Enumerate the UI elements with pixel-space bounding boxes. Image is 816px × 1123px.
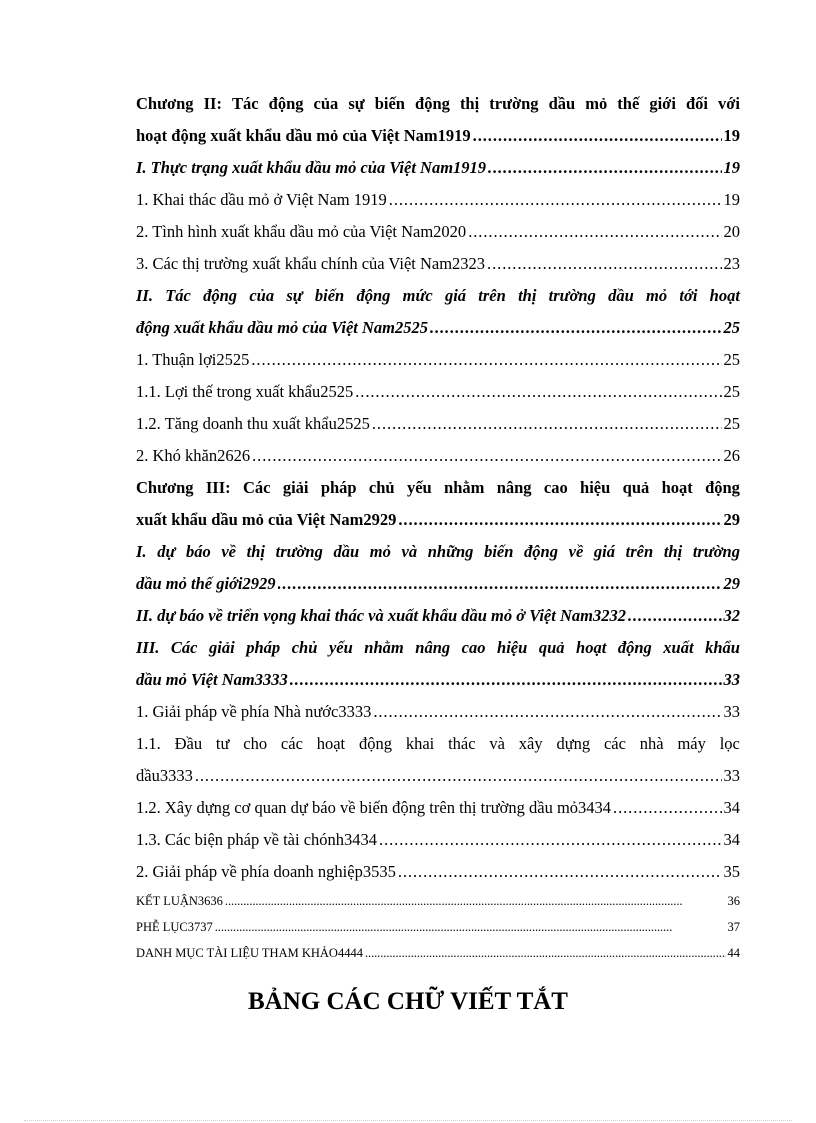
dot-leader: [430, 312, 721, 344]
toc-word: giá: [593, 542, 616, 561]
toc-word: và: [401, 542, 418, 561]
dot-leader: [355, 376, 721, 408]
toc-word: tới: [679, 286, 698, 305]
toc-page-number: 25: [723, 382, 740, 401]
toc-word: quả: [622, 478, 650, 497]
toc-word: nhằm: [444, 478, 485, 497]
toc-word: quả: [538, 638, 565, 657]
toc-entry-text: 1.3. Các biện pháp về tài chónh3434: [136, 830, 378, 849]
dot-leader: [389, 184, 722, 216]
toc-word: yếu: [406, 478, 432, 497]
toc-word: III:: [205, 478, 231, 497]
toc-word: chủ: [291, 638, 318, 657]
toc-item-3-3-1-2[interactable]: [136, 792, 740, 824]
toc-word: hiệu: [497, 638, 528, 657]
toc-entry-text: 1. Giải pháp về phía Nhà nước3333: [136, 702, 372, 721]
toc-word: sự: [286, 286, 303, 305]
toc-item-2-2-1[interactable]: [136, 344, 740, 376]
toc-word: khẩu: [705, 638, 740, 657]
toc-word: mức: [402, 286, 433, 305]
toc-word: II.: [136, 286, 153, 305]
toc-page-number: 25: [723, 414, 740, 433]
toc-word: và: [489, 734, 505, 753]
toc-page-number: 19: [723, 190, 740, 209]
dot-leader: [398, 504, 721, 536]
toc-word: động: [358, 734, 392, 753]
toc-page-number: 33: [723, 670, 740, 689]
toc-word: mỏ: [646, 286, 668, 305]
toc-word: hoạt: [661, 478, 693, 497]
dot-leader: [613, 792, 721, 824]
toc-word: mỏ: [585, 94, 608, 113]
toc-word: cao: [461, 638, 486, 657]
toc-word: Đầu: [174, 734, 203, 753]
toc-word: máy: [677, 734, 706, 753]
toc-word: đối: [685, 94, 708, 113]
toc-item-2-2-2[interactable]: [136, 440, 740, 472]
dot-leader: [251, 344, 721, 376]
toc-entry-text: PHỄ LỤC3737: [136, 920, 213, 934]
toc-page-number: 25: [723, 350, 740, 369]
toc-item-2-2-1-1[interactable]: [136, 376, 740, 408]
toc-page-number: 32: [723, 606, 740, 625]
toc-chapter-3-line1: [136, 472, 740, 504]
toc-entry-text: 1. Khai thác dầu mỏ ở Việt Nam 1919: [136, 190, 387, 209]
toc-word: động: [524, 542, 558, 561]
dot-leader: [373, 696, 721, 728]
toc-word: hoạt: [316, 734, 346, 753]
toc-section-2-2-line1: [136, 280, 740, 312]
toc-word: Các: [242, 478, 271, 497]
dot-leader: [278, 568, 722, 600]
toc-word: dầu: [333, 542, 360, 561]
toc-page-number: 37: [727, 920, 740, 934]
toc-entry-text: dầu3333: [136, 766, 193, 785]
toc-page-number: 33: [723, 702, 740, 721]
toc-entry-text: 3. Các thị trường xuất khẩu chính của Việt Nam2323: [136, 254, 486, 273]
toc-entry-text: xuất khẩu dầu mỏ của Việt Nam2929: [136, 510, 397, 529]
toc-section-3-1-line1: [136, 536, 740, 568]
toc-word: hiệu: [580, 478, 611, 497]
toc-word: với: [718, 94, 740, 113]
toc-chapter-3-line2[interactable]: [136, 504, 740, 536]
toc-word: trên: [625, 542, 654, 561]
toc-word: biến: [484, 542, 514, 561]
toc-entry-text: DANH MỤC TÀI LIỆU THAM KHẢO4444: [136, 946, 363, 960]
dot-leader: [379, 824, 721, 856]
toc-word: giải: [282, 478, 309, 497]
toc-word: các: [280, 734, 303, 753]
toc-item-3-3-1[interactable]: [136, 696, 740, 728]
toc-word: trường: [692, 542, 740, 561]
dot-leader: [628, 600, 722, 632]
toc-word: các: [603, 734, 626, 753]
toc-page-number: 26: [723, 446, 740, 465]
toc-word: lọc: [719, 734, 740, 753]
toc-item-3-3-1-1-line2[interactable]: [136, 760, 740, 792]
toc-word: động: [705, 478, 740, 497]
dot-leader: [487, 248, 721, 280]
toc-word: hoạt: [709, 286, 740, 305]
toc-chapter-2-line2[interactable]: [136, 120, 740, 152]
toc-references[interactable]: [136, 940, 740, 966]
toc-entry-text: dầu mỏ thế giới2929: [136, 574, 276, 593]
toc-page-number: 44: [727, 946, 740, 960]
dot-leader: [195, 760, 722, 792]
toc-page-number: 35: [723, 862, 740, 881]
toc-entry-text: động xuất khẩu dầu mỏ của Việt Nam2525: [136, 318, 429, 337]
toc-word: Tác: [165, 286, 191, 305]
toc-section-3-3-line2[interactable]: [136, 664, 740, 696]
toc-word: chủ: [368, 478, 395, 497]
toc-word: động: [617, 638, 652, 657]
toc-section-3-3-line1: [136, 632, 740, 664]
toc-word: dầu: [608, 286, 634, 305]
toc-page-number: 19: [723, 158, 740, 177]
dot-leader: [365, 940, 726, 966]
toc-word: xây: [518, 734, 543, 753]
dot-leader: [398, 856, 722, 888]
toc-word: giải: [209, 638, 235, 657]
toc-word: thị: [518, 286, 537, 305]
toc-word: Chương: [136, 94, 194, 113]
toc-word: I.: [136, 542, 147, 561]
toc-word: Các: [170, 638, 198, 657]
toc-word: giá: [444, 286, 467, 305]
toc-word: Chương: [136, 478, 194, 497]
toc-entry-text: 2. Tình hình xuất khẩu dầu mỏ của Việt Nam2020: [136, 222, 467, 241]
toc-word: của: [249, 286, 275, 305]
toc-entry-text: 1.2. Tăng doanh thu xuất khẩu2525: [136, 414, 370, 433]
toc-word: cho: [243, 734, 268, 753]
toc-entry-text: 2. Khó khăn2626: [136, 446, 251, 465]
toc-word: Tác: [232, 94, 259, 113]
toc-page-number: 34: [723, 830, 740, 849]
toc-item-3-3-1-3[interactable]: [136, 824, 740, 856]
toc-item-2-2-1-2[interactable]: [136, 408, 740, 440]
toc-word: của: [313, 94, 339, 113]
toc-page-number: 29: [723, 574, 740, 593]
toc-word: thị: [459, 94, 480, 113]
toc-word: thị: [663, 542, 683, 561]
toc-word: dự: [157, 542, 176, 561]
toc-section-2-2-line2[interactable]: [136, 312, 740, 344]
dot-leader: [473, 120, 722, 152]
toc-item-3-3-2[interactable]: [136, 856, 740, 888]
toc-page-number: 23: [723, 254, 740, 273]
toc-word: sự: [348, 94, 365, 113]
toc-entry-text: 1.2. Xây dựng cơ quan dự báo về biến động trên thị trường dầu mỏ3434: [136, 798, 612, 817]
toc-word: động: [356, 286, 391, 305]
toc-word: dựng: [556, 734, 591, 753]
toc-entry-text: 1. Thuận lợi2525: [136, 350, 250, 369]
toc-word: III.: [136, 638, 160, 657]
toc-word: xuất: [663, 638, 694, 657]
toc-word: yếu: [328, 638, 353, 657]
page-bottom-divider: [24, 1120, 792, 1121]
toc-entry-text: KẾT LUẬN3636: [136, 894, 223, 908]
toc-chapter-2-line1: [136, 88, 740, 120]
toc-page-number: 19: [723, 126, 740, 145]
dot-leader: [488, 152, 721, 184]
toc-page-number: 25: [723, 318, 740, 337]
toc-word: nhà: [639, 734, 664, 753]
toc-word: trên: [478, 286, 506, 305]
toc-word: pháp: [320, 478, 357, 497]
dot-leader: [290, 664, 722, 696]
toc-word: động: [268, 94, 304, 113]
toc-entry-text: hoạt động xuất khẩu dầu mỏ của Việt Nam1919: [136, 126, 471, 145]
toc-word: tư: [215, 734, 230, 753]
toc-word: những: [427, 542, 474, 561]
toc-entry-text: dầu mỏ Việt Nam3333: [136, 670, 288, 689]
toc-section-2-1[interactable]: [136, 152, 740, 184]
toc-word: về: [568, 542, 584, 561]
toc-word: giới: [649, 94, 676, 113]
toc-word: khai: [405, 734, 435, 753]
abbreviations-heading: BẢNG CÁC CHỮ VIẾT TẮT: [248, 988, 568, 1015]
toc-entry-text: II. dự báo về triển vọng khai thác và xuất khẩu dầu mỏ ở Việt Nam3232: [136, 606, 626, 625]
toc-conclusion[interactable]: [136, 888, 740, 914]
toc-item-2-1-1[interactable]: [136, 184, 740, 216]
toc-word: báo: [185, 542, 211, 561]
toc-word: hoạt: [576, 638, 607, 657]
dot-leader: [252, 440, 721, 472]
toc-word: thị: [246, 542, 266, 561]
toc-word: trường: [548, 286, 596, 305]
toc-section-3-2[interactable]: [136, 600, 740, 632]
toc-word: cao: [543, 478, 568, 497]
toc-word: thác: [448, 734, 476, 753]
toc-section-3-1-line2[interactable]: [136, 568, 740, 600]
dot-leader: [372, 408, 722, 440]
toc-word: mỏ: [369, 542, 391, 561]
toc-word: trường: [275, 542, 323, 561]
toc-page-number: 34: [723, 798, 740, 817]
toc-word: nâng: [415, 638, 451, 657]
toc-word: II:: [203, 94, 222, 113]
toc-word: dầu: [548, 94, 576, 113]
dot-leader: [468, 216, 721, 248]
toc-item-3-3-1-1-line1: [136, 728, 740, 760]
toc-word: 1.1.: [136, 734, 161, 753]
toc-word: biến: [314, 286, 345, 305]
dot-leader: [225, 888, 726, 914]
toc-word: trường: [489, 94, 539, 113]
toc-word: pháp: [246, 638, 281, 657]
toc-word: về: [221, 542, 237, 561]
toc-word: biến: [374, 94, 405, 113]
toc-word: nâng: [496, 478, 532, 497]
toc-item-2-1-3[interactable]: [136, 248, 740, 280]
toc-word: nhằm: [364, 638, 404, 657]
toc-word: động: [415, 94, 450, 113]
toc-page-number: 20: [723, 222, 740, 241]
toc-item-2-1-2[interactable]: [136, 216, 740, 248]
toc-appendix[interactable]: [136, 914, 740, 940]
table-of-contents: [136, 88, 740, 966]
toc-page-number: 29: [723, 510, 740, 529]
toc-page-number: 33: [723, 766, 740, 785]
toc-entry-text: 2. Giải pháp về phía doanh nghiệp3535: [136, 862, 396, 881]
dot-leader: [215, 914, 726, 940]
toc-word: thế: [617, 94, 640, 113]
toc-entry-text: 1.1. Lợi thế trong xuất khẩu2525: [136, 382, 354, 401]
toc-word: động: [203, 286, 238, 305]
toc-entry-text: I. Thực trạng xuất khẩu dầu mỏ của Việt Nam1919: [136, 158, 487, 177]
toc-page-number: 36: [727, 894, 740, 908]
